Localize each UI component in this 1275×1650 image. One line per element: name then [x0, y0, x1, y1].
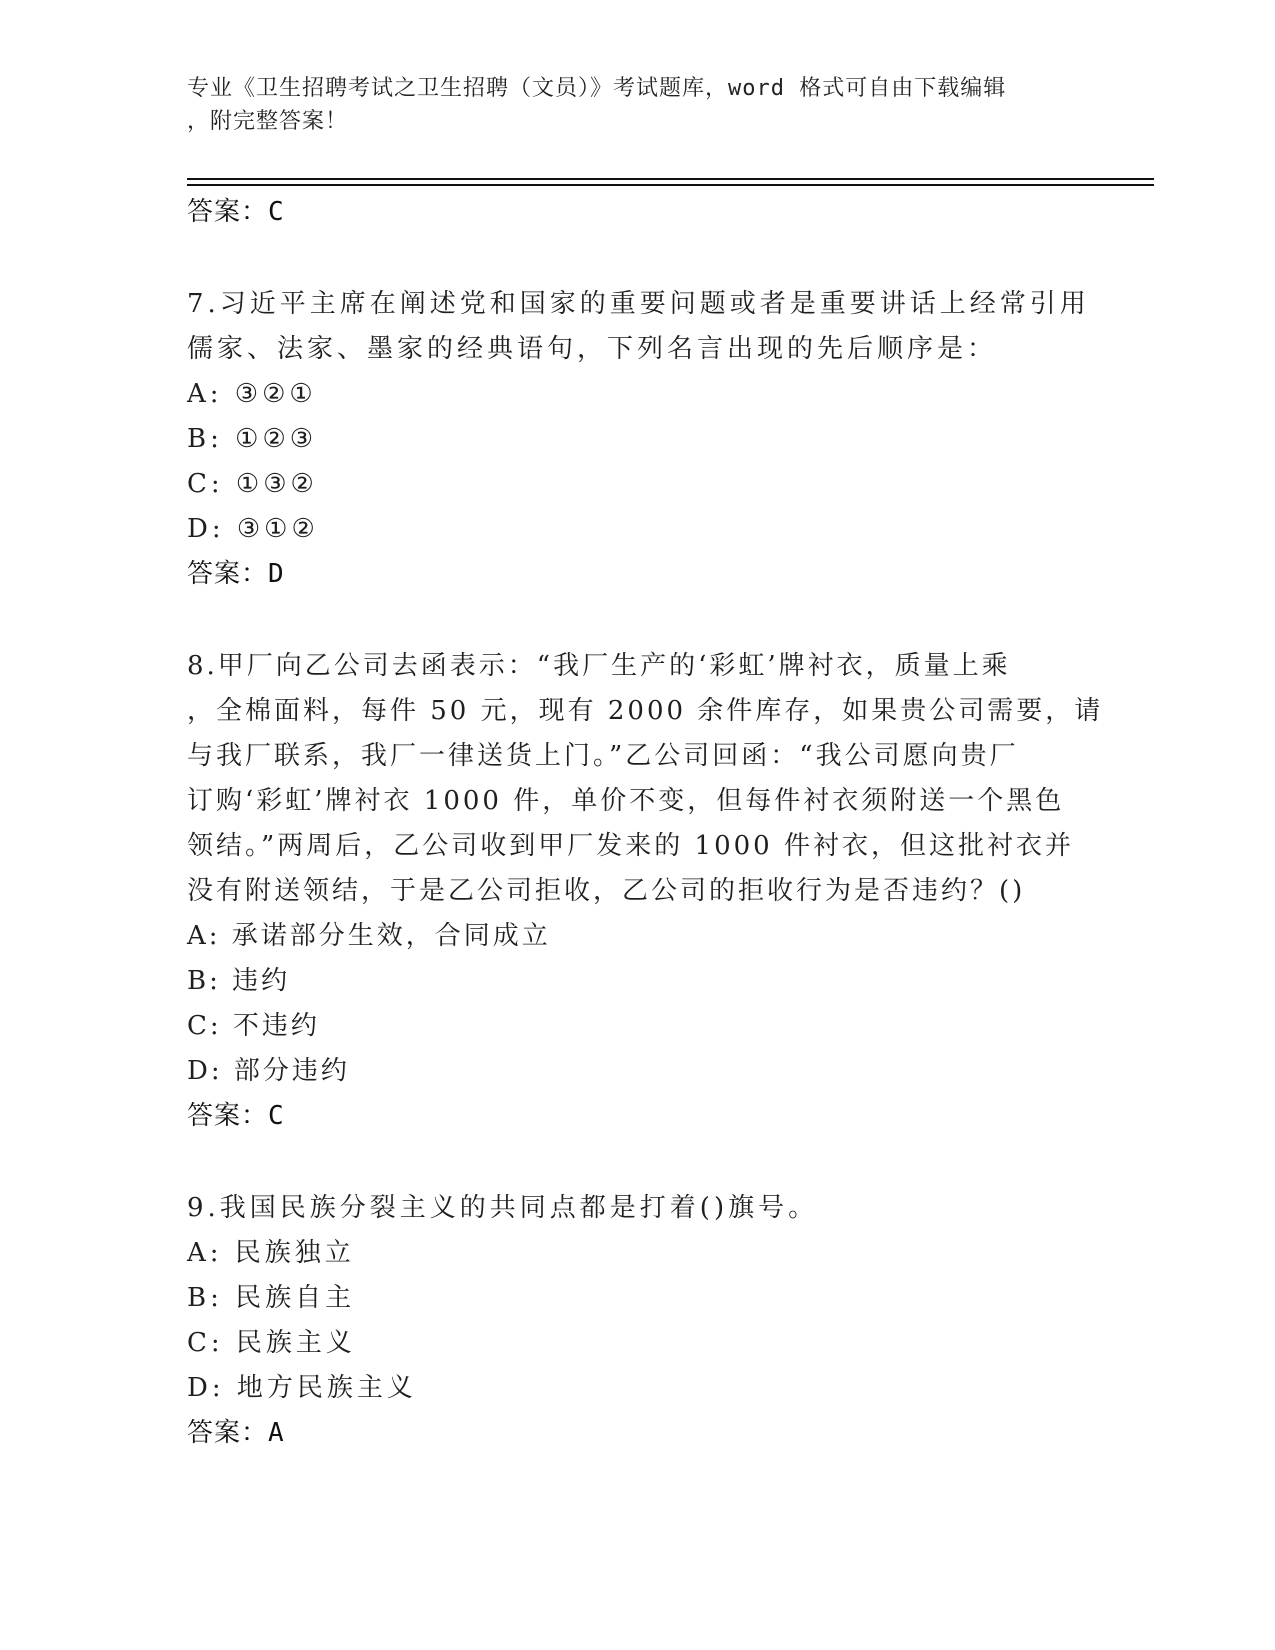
question-text-line: 儒家、法家、墨家的经典语句，下列名言出现的先后顺序是：: [187, 334, 998, 364]
question-text-line: 领结。”两周后，乙公司收到甲厂发来的 1000 件衬衣，但这批衬衣并: [187, 831, 1074, 861]
option-d: D: 部分违约: [187, 1056, 350, 1086]
question-9: [187, 1186, 1087, 1456]
question-text-line: 没有附送领结，于是乙公司拒收，乙公司的拒收行为是否违约？(): [187, 876, 1026, 906]
option-d: D: 地方民族主义: [187, 1373, 417, 1403]
document-body: [187, 190, 1104, 1456]
header-divider-top: [187, 178, 1154, 180]
header-line-1: 专业《卫生招聘考试之卫生招聘（文员）》考试题库，word 格式可自由下载编辑: [187, 76, 1007, 101]
question-text-line: 与我厂联系，我厂一律送货上门。”乙公司回函：“我公司愿向贵厂: [187, 741, 1019, 771]
question-text-line: 8.甲厂向乙公司去函表示：“我厂生产的‘彩虹’牌衬衣，质量上乘: [187, 651, 1011, 681]
option-a: A: 民族独立: [187, 1238, 355, 1268]
answer: 答案：D: [187, 559, 285, 589]
option-c: C: ①③②: [187, 469, 318, 499]
option-b: B: 民族自主: [187, 1283, 356, 1313]
option-c: C: 民族主义: [187, 1328, 356, 1358]
option-b: B: ①②③: [187, 424, 318, 454]
answer: 答案：C: [187, 1101, 285, 1131]
question-8: [187, 644, 1104, 1139]
question-text-line: 9.我国民族分裂主义的共同点都是打着()旗号。: [187, 1193, 819, 1223]
question-text-line: ，全棉面料，每件 50 元，现有 2000 余件库存，如果贵公司需要，请: [187, 696, 1104, 726]
option-a: A: 承诺部分生效，合同成立: [187, 921, 551, 951]
previous-answer: 答案：C: [187, 197, 285, 227]
option-c: C: 不违约: [187, 1011, 320, 1041]
option-b: B: 违约: [187, 966, 291, 996]
header-divider-bottom: [187, 184, 1154, 186]
question-text-line: 7.习近平主席在阐述党和国家的重要问题或者是重要讲话上经常引用: [187, 289, 1090, 319]
option-a: A: ③②①: [187, 379, 317, 409]
document-header: [187, 72, 1067, 138]
question-text-line: 订购‘彩虹’牌衬衣 1000 件，单价不变，但每件衬衣须附送一个黑色: [187, 786, 1065, 816]
question-7: [187, 282, 1090, 597]
header-line-2: ，附完整答案！: [187, 109, 349, 134]
answer: 答案：A: [187, 1418, 285, 1448]
option-d: D: ③①②: [187, 514, 319, 544]
